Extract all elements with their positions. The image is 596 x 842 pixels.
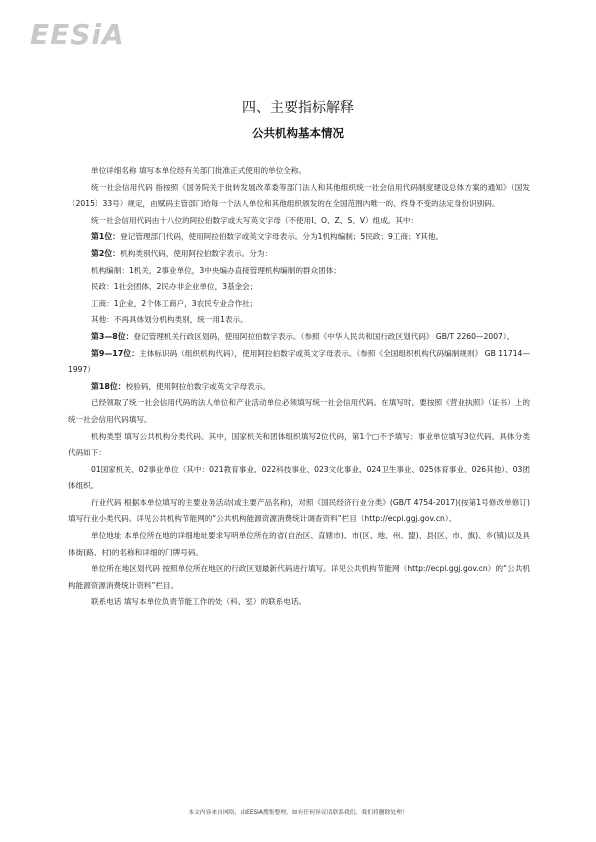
paragraph: 统一社会信用代码由十八位的阿拉伯数字或大写英文字母（不使用I、O、Z、S、V）组成。其中： xyxy=(91,215,419,225)
paragraph: 其他：不再具体划分机构类别，统一用1表示。 xyxy=(91,315,248,325)
paragraph: 第9—17位：主体标识码（组织机构代码），使用阿拉伯数字或英文字母表示。（参照《全国组织机构代码编制规则》 GB 11714—1997） xyxy=(68,348,530,375)
paragraph: 民政：1社会团体，2民办非企业单位，3基金会； xyxy=(91,282,258,292)
paragraph: 机构编制：1机关，2事业单位，3中央编办直接管理机构编制的群众团体； xyxy=(91,265,341,275)
paragraph: 单位地址 本单位所在地的详细地址要求写明单位所在的省(自治区、直辖市)、市(区、地、州、盟)、县(区、市、旗)、乡(镇)以及具体街(路、村)的名称和详细的门牌号码。 xyxy=(68,531,530,557)
paragraph: 第1位：登记管理部门代码，使用阿拉伯数字或英文字母表示。分为1机构编制；5民政；9工商；Y其他。 xyxy=(91,232,444,242)
paragraph: 已经领取了统一社会信用代码的法人单位和产业活动单位必须填写统一社会信用代码。在填写时，要按照《营业执照》（证书）上的统一社会信用代码填写。 xyxy=(68,398,530,424)
paragraph: 行业代码 根据本单位填写的主要业务活动(或主要产品名称)，对照《国民经济行业分类》(GB/T 4754-2017)(按第1号修改单修订)填写行业小类代码。详见公共机构节能网的“公共机构能源资源消费统计调查资料”栏目（http://ecpi.ggj.gov.cn）。 xyxy=(68,497,530,524)
eesia-logo: EESiA xyxy=(30,18,125,51)
paragraph: 第3—8位：登记管理机关行政区划码，使用阿拉伯数字表示。（参照《中华人民共和国行政区划代码》 GB/T 2260—2007）。 xyxy=(91,331,515,341)
paragraph: 联系电话 填写本单位负责节能工作的处（科、室）的联系电话。 xyxy=(91,597,307,607)
paragraph: 统一社会信用代码 指按照《国务院关于批转发展改革委等部门法人和其他组织统一社会信用代码制度建设总体方案的通知》（国发〔2015〕33号）规定，由赋码主管部门给每一个法人单位和其他组织颁发的在全国范围内唯一的、终身不变的法定身份识别码。 xyxy=(68,182,530,209)
document-body xyxy=(68,163,530,611)
section-subheading: 公共机构基本情况 xyxy=(252,126,344,140)
paragraph: 01国家机关、02事业单位（其中：021教育事业、022科技事业、023文化事业、024卫生事业、025体育事业、026其他）、03团体组织。 xyxy=(68,464,530,491)
paragraph: 第18位：校验码，使用阿拉伯数字或英文字母表示。 xyxy=(91,381,270,391)
paragraph: 单位详细名称 填写本单位经有关部门批准正式使用的单位全称。 xyxy=(91,166,307,175)
section-heading: 四、主要指标解释 xyxy=(242,100,354,116)
paragraph: 工商：1企业，2个体工商户，3农民专业合作社； xyxy=(91,298,258,308)
paragraph: 第2位：机构类别代码，使用阿拉伯数字表示。分为： xyxy=(91,248,273,258)
page-footer: 本文内容来自网络，由EESIA搜集整理，如有任何异议请联系我们，我们将删除处理！ xyxy=(188,810,408,816)
paragraph: 单位所在地区划代码 按照单位所在地区的行政区划最新代码进行填写。详见公共机构节能网（http://ecpi.ggj.gov.cn）的“公共机构能源资源消费统计资料”栏目。 xyxy=(68,564,530,590)
paragraph: 机构类型 填写公共机构分类代码。其中，国家机关和团体组织填写2位代码，第1个□不予填写；事业单位填写3位代码。具体分类代码如下： xyxy=(68,431,530,458)
